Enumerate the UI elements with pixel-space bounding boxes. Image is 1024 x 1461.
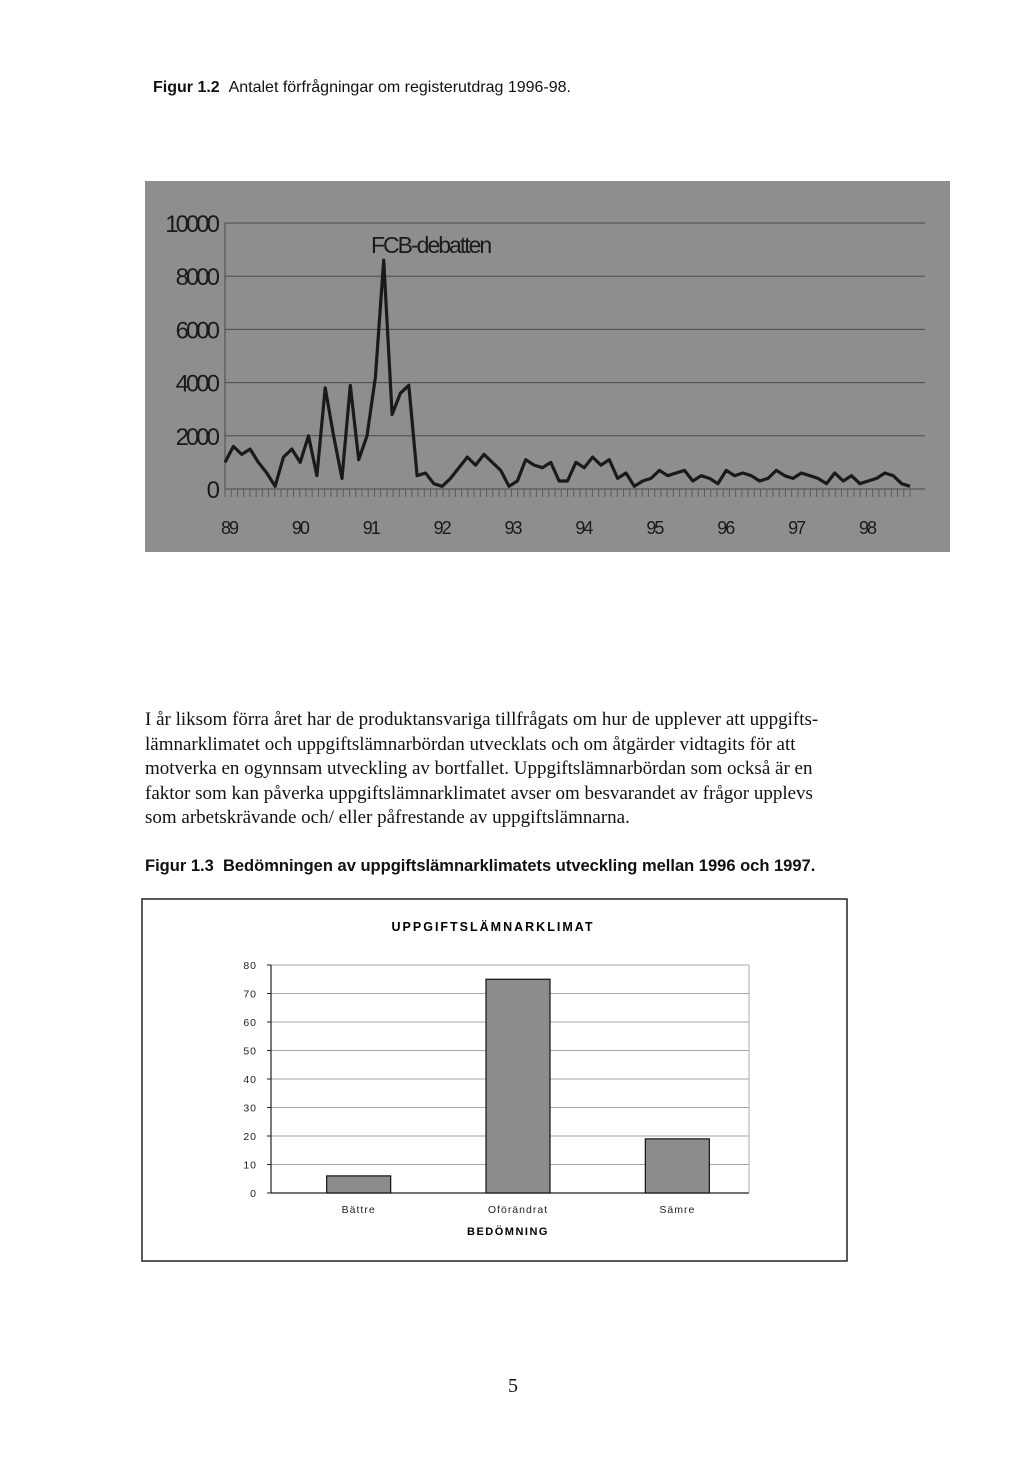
x-tick-label: Bättre — [341, 1204, 376, 1216]
y-tick-label: 20 — [243, 1131, 257, 1143]
y-tick-label: 10000 — [165, 211, 217, 238]
y-tick-label: 50 — [243, 1045, 257, 1058]
paragraph-line: I år liksom förra året har de produktansvariga tillfrågats om hur de upplever att uppgifts- — [145, 709, 819, 730]
bar — [486, 979, 550, 1193]
x-axis-title: BEDÖMNING — [467, 1226, 549, 1238]
figure-1-2-caption — [153, 79, 571, 97]
line-chart-requests — [145, 181, 950, 552]
x-tick-label: Sämre — [659, 1204, 696, 1216]
bar-chart-climate — [141, 898, 848, 1262]
figure-1-3-title: Bedömningen av uppgiftslämnarklimatets utveckling mellan 1996 och 1997. — [222, 857, 816, 875]
bar — [327, 1176, 391, 1193]
y-tick-label: 30 — [243, 1102, 257, 1115]
y-tick-label: 80 — [243, 960, 257, 972]
x-tick-label: 97 — [788, 518, 805, 538]
x-tick-label: 90 — [291, 518, 308, 538]
y-tick-label: 0 — [250, 1188, 257, 1200]
annotation-fcb-debatten: FCB-debatten — [371, 232, 491, 258]
paragraph-line: faktor som kan påverka uppgiftslämnarklimatet avser om besvarandet av frågor upplevs — [145, 782, 813, 804]
chart-title: UPPGIFTSLÄMNARKLIMAT — [391, 920, 595, 934]
y-axis-labels — [243, 960, 257, 1200]
x-tick-label: 96 — [717, 518, 734, 538]
bar — [645, 1139, 709, 1193]
x-tick-label: 92 — [433, 518, 450, 538]
figure-1-3-number: Figur 1.3 — [145, 857, 214, 875]
paragraph-line: lämnarklimatet och uppgiftslämnarbördan utvecklats och om åtgärder vidtagits för att — [145, 733, 796, 755]
y-tick-label: 2000 — [175, 423, 217, 451]
figure-1-3-caption — [145, 857, 815, 876]
y-tick-label: 0 — [206, 477, 217, 504]
body-paragraph — [145, 708, 905, 831]
x-tick-label: 89 — [220, 518, 238, 538]
x-tick-label: 95 — [646, 518, 663, 538]
figure-1-2-number: Figur 1.2 — [153, 79, 220, 96]
y-tick-label: 4000 — [175, 370, 217, 398]
y-tick-label: 70 — [243, 988, 257, 1001]
x-tick-label: Oförändrat — [487, 1204, 549, 1216]
y-tick-label: 10 — [243, 1159, 257, 1172]
figure-1-2-title: Antalet förfrågningar om registerutdrag 1996-98. — [228, 79, 571, 96]
paragraph-line: som arbetskrävande och/ eller påfrestande av uppgiftslämnarna. — [145, 807, 630, 828]
y-tick-label: 8000 — [175, 264, 217, 292]
y-tick-label: 40 — [243, 1074, 257, 1086]
x-tick-label: 91 — [362, 518, 379, 538]
x-tick-label: 94 — [575, 518, 592, 538]
page-number: 5 — [508, 1375, 518, 1397]
y-tick-label: 60 — [243, 1017, 257, 1029]
paragraph-line: motverka en ogynnsam utveckling av bortfallet. Uppgiftslämnarbördan som också är en — [145, 758, 813, 779]
x-tick-label: 93 — [504, 518, 521, 538]
y-tick-label: 6000 — [175, 317, 217, 345]
x-tick-label: 98 — [858, 518, 876, 538]
